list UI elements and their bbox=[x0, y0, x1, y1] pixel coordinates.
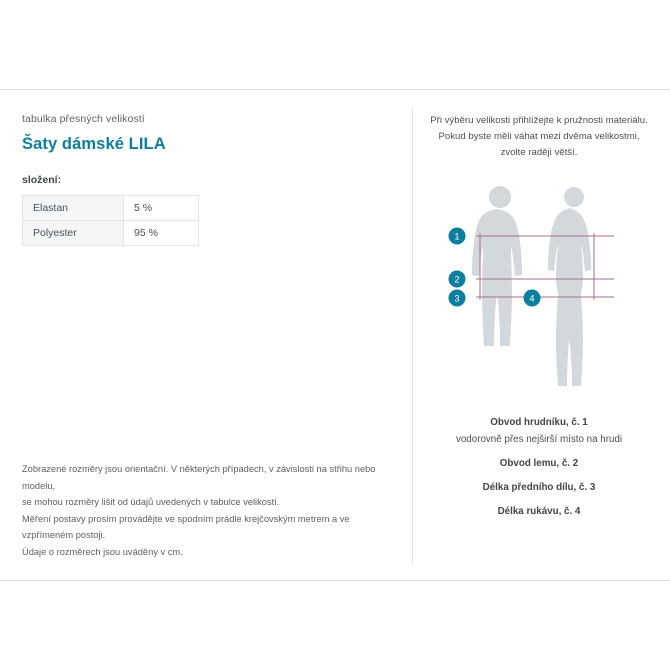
footnote-line: Údaje o rozměrech jsou uváděny v cm. bbox=[22, 546, 183, 557]
material-name: Polyester bbox=[23, 221, 124, 246]
measurement-label: Délka předního dílu, č. 3 bbox=[482, 482, 596, 493]
footnote bbox=[22, 461, 397, 560]
measurement-note: vodorovně přes nejširší místo na hrudi bbox=[455, 434, 623, 445]
list-item bbox=[428, 480, 650, 495]
footnote-line: Zobrazené rozměry jsou orientační. V některých případech, v závislosti na střihu nebo modelu, bbox=[22, 464, 376, 491]
marker-4-label: 4 bbox=[529, 293, 535, 304]
eyebrow-text: tabulka přesných velikostí bbox=[22, 113, 145, 125]
page-title: Šaty dámské LILA bbox=[22, 135, 166, 153]
measurement-label: Obvod lemu, č. 2 bbox=[499, 458, 579, 469]
material-name: Elastan bbox=[23, 196, 124, 221]
measurement-guide-column bbox=[428, 113, 650, 528]
female-silhouette-icon bbox=[548, 187, 591, 386]
list-item bbox=[428, 415, 650, 447]
material-value: 5 % bbox=[124, 196, 199, 221]
measurement-label: Obvod hrudníku, č. 1 bbox=[490, 417, 588, 428]
table-row bbox=[23, 221, 199, 246]
intro-line: zvolte raději větší. bbox=[500, 147, 578, 158]
footnote-line: Měření postavy prosím provádějte ve spodním prádle krejčovským metrem a ve vzpřímeném postoji. bbox=[22, 513, 350, 540]
intro-line: Při výběru velikosti přihlížejte k pružnosti materiálu. bbox=[430, 115, 648, 126]
product-info-column bbox=[22, 113, 392, 246]
marker-1-label: 1 bbox=[454, 231, 460, 242]
column-divider bbox=[412, 108, 413, 564]
list-item bbox=[428, 456, 650, 471]
marker-3-label: 3 bbox=[454, 293, 460, 304]
body-figure-diagram bbox=[428, 175, 650, 395]
composition-label: složení: bbox=[22, 174, 62, 186]
marker-2-label: 2 bbox=[454, 274, 460, 285]
material-value: 95 % bbox=[124, 221, 199, 246]
size-chart-page bbox=[0, 89, 670, 581]
composition-table bbox=[22, 195, 199, 246]
intro-line: Pokud byste měli váhat mezi dvěma velikostmi, bbox=[438, 131, 640, 142]
list-item bbox=[428, 504, 650, 519]
footnote-line: se mohou rozměry lišit od údajů uvedených v tabulce velikostí. bbox=[22, 497, 280, 507]
intro-text bbox=[428, 113, 650, 161]
table-row bbox=[23, 196, 199, 221]
measurement-label: Délka rukávu, č. 4 bbox=[497, 506, 581, 517]
measurement-list bbox=[428, 415, 650, 519]
